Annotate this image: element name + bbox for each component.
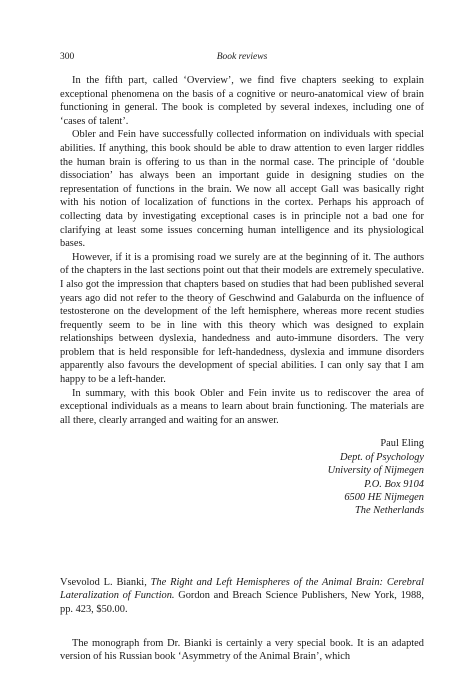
book-citation (60, 576, 424, 617)
book-publisher: Gordon and Breach Science Publishers, New York, 1988, pp. 423, $50.00. (60, 590, 424, 616)
journal-page (60, 52, 424, 664)
reviewer-city: 6500 HE Nijmegen (344, 492, 424, 504)
paragraph: In the fifth part, called ‘Overview’, we find five chapters seeking to explain exceptional phenomena on the basis of a cognitive or neuro-anatomical view of brain functioning in general. The book is completed by several indexes, including one of ‘cases of talent’. (60, 75, 424, 127)
page-number: 300 (60, 52, 75, 62)
reviewer-country: The Netherlands (355, 505, 424, 517)
reviewer-name: Paul Eling (380, 438, 424, 450)
book-title: The Right and Left Hemispheres of the Animal Brain: Cerebral Lateralization of Function. (60, 576, 424, 602)
reviewer-pobox: P.O. Box 9104 (364, 478, 424, 490)
next-review-body (60, 637, 424, 664)
book-author: Vsevolod L. Bianki, (60, 576, 147, 588)
section-title: Book reviews (216, 52, 268, 62)
reviewer-signature (60, 437, 424, 517)
review-body (60, 74, 424, 427)
reviewer-department: Dept. of Psychology (340, 451, 424, 463)
paragraph: However, if it is a promising road we surely are at the beginning of it. The authors of the chapters in the last sections point out that their models are extremely speculative. I also got the impression that chapters based on studies that had been published several years ago did not refer to the theory of Geschwind and Galaburda on the influence of testosterone on the development of the left hemisphere, whereas more recent studies frequently seem to be in line with this theory which was designed to explain relationships between dyslexia, handedness and auto-immune disorders. The very problem that is held responsible for left-handedness, dyslexia and immune disorders apparently also favours the development of special abilities. I can only say that I am happy to be a left-hander. (60, 251, 424, 386)
paragraph: Obler and Fein have successfully collected information on individuals with special abilities. If anything, this book should be able to draw attention to even larger riddles the human brain is offering to us than in the normal case. The principle of ‘double dissociation’ has always been an important guide in designing studies on the representation of functions in the brain. We now all accept Gall was basically right with his notion of localization of functions in the cortex. Perhaps his approach of collecting data by investigating exceptional cases is in principle not a bad one for clarifying at least some issues concerning human intelligence and its physiological bases. (60, 129, 424, 250)
running-head (60, 52, 424, 66)
reviewer-university: University of Nijmegen (327, 465, 424, 477)
paragraph: In summary, with this book Obler and Fein invite us to rediscover the area of exceptional individuals as a means to learn about brain functioning. The materials are all there, clearly arranged and waiting for an answer. (60, 387, 424, 426)
paragraph: The monograph from Dr. Bianki is certainly a very special book. It is an adapted version of his Russian book ‘Asymmetry of the Animal Brain’, which (60, 637, 424, 663)
